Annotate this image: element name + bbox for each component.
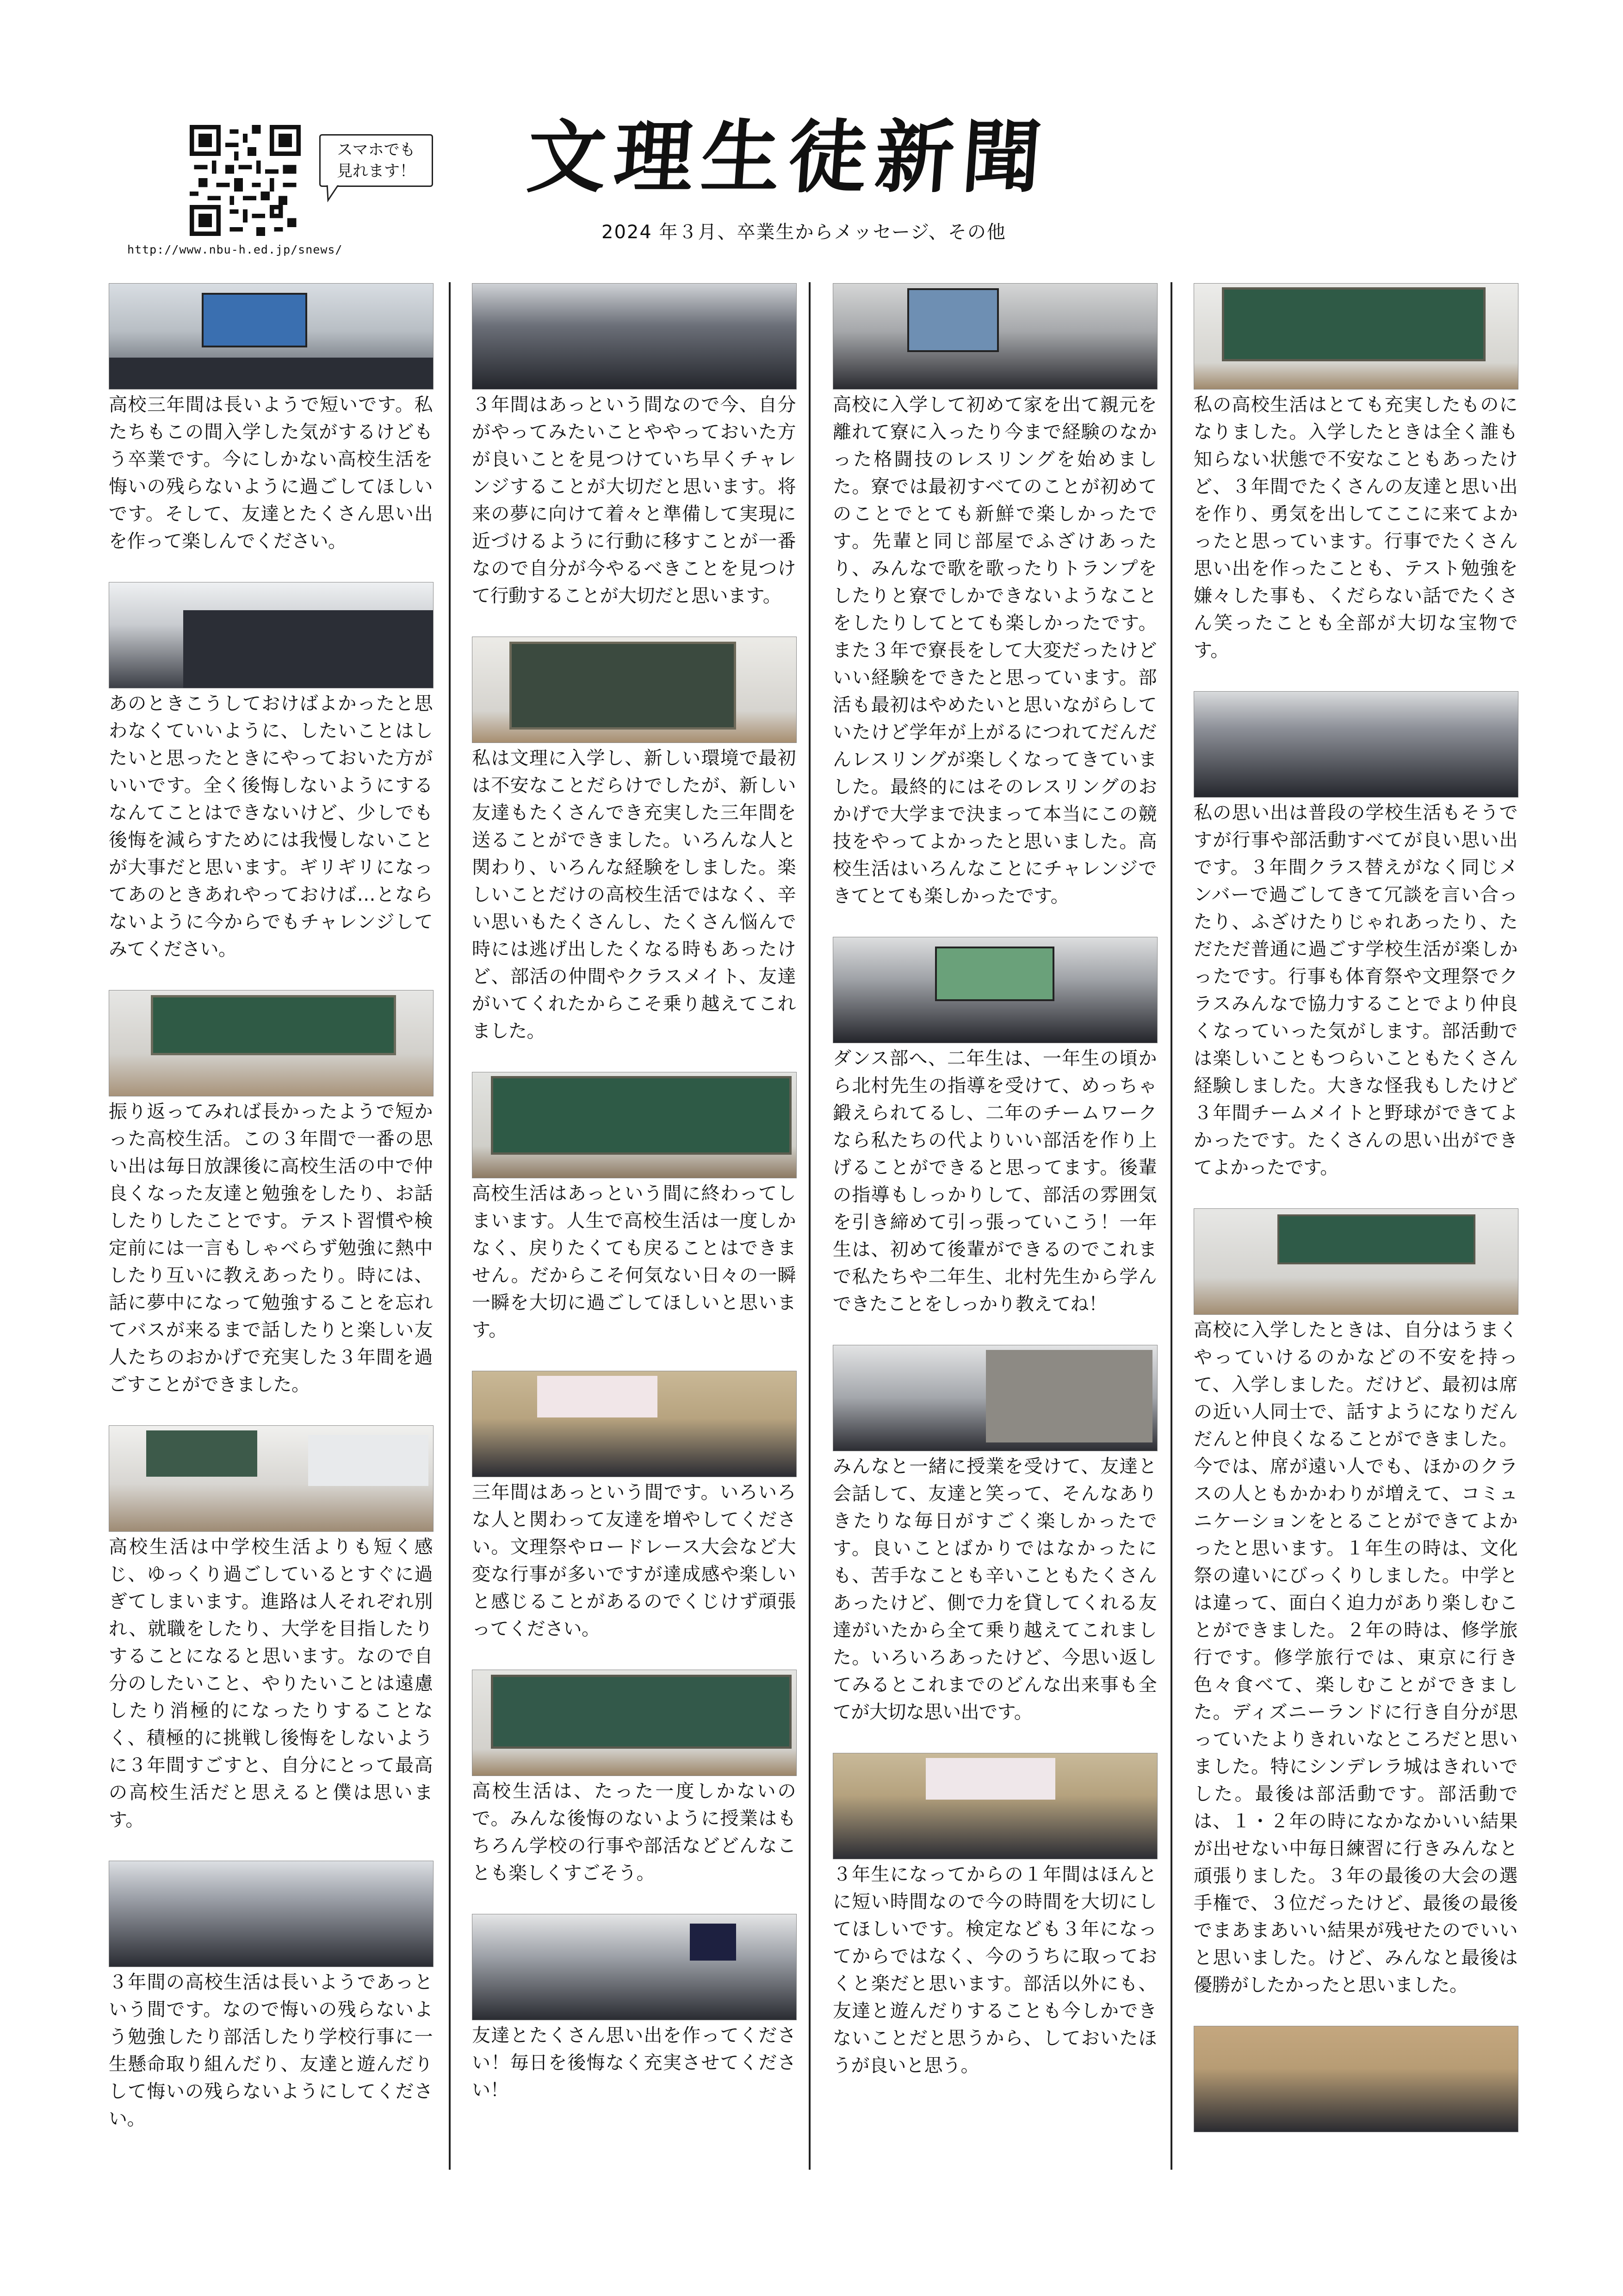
photo-empty-room xyxy=(1194,1208,1518,1315)
message-text: 高校三年間は長いようで短いです。私たちもこの間入学した気がするけどもう卒業です。今にしかない高校生活を悔いの残らないように過ごしてほしいです。そして、友達とたくさん思い出を作って楽しんでください。 xyxy=(109,394,433,552)
newspaper-title: 文理生徒新聞 xyxy=(524,111,1053,204)
message-text: ３年間の高校生活は長いようであっという間です。なので悔いの残らないよう勉強したり部活したり学校行事に一生懸命取り組んだり、友達と遊んだりして悔いの残らないようにしてください。 xyxy=(109,1972,433,2129)
message-item xyxy=(833,283,1157,910)
issue-subtitle: 2024 年３月、卒業生からメッセージ、その他 xyxy=(601,222,1006,243)
photo-graduation-board xyxy=(472,1072,797,1178)
message-item xyxy=(472,637,796,1045)
message-text: ダンス部へ、二年生は、一年生の頃から北村先生の指導を受けて、めっちゃ鍛えられてるし、二年のチームワークなら私たちの代よりいい部活を作り上げることができると思ってます。後輩の指導もしっかりして、部活の雰囲気を引き締めて引っ張っていこう！一年生は、初めて後輩ができるのでこれまで私たちや二年生、北村先生から学んできたことをしっかり教えてね！ xyxy=(833,1048,1157,1315)
message-text: 友達とたくさん思い出を作ってください！毎日を後悔なく充実させてください！ xyxy=(472,2025,796,2101)
photo-assembly-hall xyxy=(833,1753,1158,1859)
photo-message-board xyxy=(472,1670,797,1776)
message-text: 私は文理に入学し、新しい環境で最初は不安なことだらけでしたが、新しい友達もたくさんでき充実した三年間を送ることができました。いろんな人と関わり、いろんな経験をしました。楽しいことだけの高校生活ではなく、辛い思いもたくさんし、たくさん悩んで時には逃げ出したくなる時もあったけど、部活の仲間やクラスメイト、友達がいてくれたからこそ乗り越えてこれました。 xyxy=(472,748,796,1042)
photo-lecture-hall xyxy=(109,283,434,390)
message-item xyxy=(1194,2026,1518,2132)
message-item xyxy=(472,1670,796,1887)
message-text: 高校生活は中学校生活よりも短く感じ、ゆっくり過ごしているとすぐに過ぎてしまいます。進路は人それぞれ別れ、就職をしたり、大学を目指したりすることになると思います。なので自分のしたいこと、やりたいことは遠慮したり消極的になったりすることなく、積極的に挑戦し後悔をしないように３年間すごすと、自分にとって最高の高校生活だと思えると僕は思います。 xyxy=(109,1536,433,1831)
photo-class-group xyxy=(109,1861,434,1967)
bubble-line1: スマホでも xyxy=(337,141,415,159)
photo-ceremony-gym xyxy=(472,1371,797,1477)
photo-dance-club xyxy=(833,937,1158,1043)
message-text: 振り返ってみれば長かったようで短かった高校生活。この３年間で一番の思い出は毎日放課後に高校生活の中で仲良くなった友達と勉強をしたり、お話したりしたことです。テスト習慣や検定前には一言もしゃべらず勉強に熱中したり互いに教えあったり。時には、話に夢中になって勉強することを忘れてバスが来るまで話したりと楽しい友人たちのおかげで充実した３年間を過ごすことができました。 xyxy=(109,1101,433,1395)
photo-classroom-speech xyxy=(472,1914,797,2020)
message-text: 高校に入学して初めて家を出て親元を離れて寮に入ったり今まで経験のなかった格闘技のレスリングを始めました。寮では最初すべてのことが初めてのことでとても新鮮で楽しかったです。先輩と同じ部屋でふざけあったり、みんなで歌を歌ったりトランプをしたりと寮でしかできないようなことをしたりしてとても楽しかったです。また３年で寮長をして大変だったけどいい経験をできたと思っています。部活も最初はやめたいと思いながらしていたけど学年が上がるにつれてだんだんレスリングが楽しくなってきていました。最終的にはそのレスリングのおかげで大学まで決まって本当にこの競技をやってよかったと思いました。高校生活はいろんなことにチャレンジできてとても楽しかったです。 xyxy=(833,394,1157,907)
speech-bubble xyxy=(319,134,433,187)
bubble-tail-icon xyxy=(325,184,344,202)
photo-slideshow-room xyxy=(833,1345,1158,1451)
message-text: 三年間はあっという間です。いろいろな人と関わって友達を増やしてください。文理祭やロードレース大会など大変な行事が多いですが達成感や楽しいと感じることがあるのでくじけず頑張ってください。 xyxy=(472,1482,796,1640)
photo-students-seated xyxy=(472,283,797,390)
message-text: ３年生になってからの１年間はほんとに短い時間なので今の時間を大切にしてほしいです。検定なども３年になってからではなく、今のうちに取っておくと楽だと思います。部活以外にも、友達と遊んだりすることも今しかできないことだと思うから、しておいたほうが良いと思う。 xyxy=(833,1864,1157,2076)
message-item xyxy=(833,1345,1157,1726)
column-4 xyxy=(1194,283,1518,2132)
photo-empty-classroom xyxy=(109,1425,434,1532)
photo-chalkboard-classroom xyxy=(109,990,434,1096)
column-divider xyxy=(809,282,811,2170)
site-url[interactable]: http://www.nbu-h.ed.jp/snews/ xyxy=(127,243,343,256)
message-item xyxy=(109,283,433,555)
photo-photo-board xyxy=(472,637,797,743)
bubble-line2: 見れます！ xyxy=(337,162,415,180)
photo-stairs-group xyxy=(109,582,434,688)
column-divider xyxy=(1171,282,1172,2170)
message-item xyxy=(472,1371,796,1643)
message-item xyxy=(109,582,433,963)
message-item xyxy=(1194,283,1518,664)
message-item xyxy=(472,1072,796,1344)
message-item xyxy=(833,937,1157,1318)
message-text: 私の思い出は普段の学校生活もそうですが行事や部活動すべてが良い思い出です。３年間クラス替えがなく同じメンバーで過ごしてきて冗談を言い合ったり、ふざけたりじゃれあったり、ただただ普通に過ごす学校生活が楽しかったです。行事も体育祭や文理祭でクラスみんなで協力することでより仲良くなっていった気がします。部活動では楽しいこともつらいこともたくさん経験しました。大きな怪我もしたけど３年間チームメイトと野球ができてよかったです。たくさんの思い出ができてよかったです。 xyxy=(1194,802,1518,1178)
column-divider xyxy=(449,282,451,2170)
message-text: 高校に入学したときは、自分はうまくやっていけるのかなどの不安を持って、入学しました。だけど、最初は席の近い人同士で、話すようになりだんだんと仲良くなることができました。今では、席が遠い人でも、ほかのクラスの人ともかかわりが増えて、コミュニケーションをとることができてよかったと思います。１年生の時は、文化祭の違いにびっくりしました。中学とは違って、面白く迫力があり楽しむことができました。２年の時は、修学旅行です。修学旅行では、東京に行き色々食べて、楽しむことができました。ディズニーランドに行き自分が思っていたよりきれいなところだと思いました。特にシンデレラ城はきれいでした。最後は部活動です。部活動では、１・２年の時になかなかいい結果が出せない中毎日練習に行きみんなと頑張りました。３年の最後の大会の選手権で、３位だったけど、最後の最後でまあまあいい結果が残せたのでいいと思いました。けど、みんなと最後は優勝がしたかったと思いました。 xyxy=(1194,1319,1518,1996)
message-text: 私の高校生活はとても充実したものになりました。入学したときは全く誰も知らない状態で不安なこともあったけど、３年間でたくさんの友達と思い出を作り、勇気を出してここに来てよかったと思っています。行事でたくさん思い出を作ったことも、テスト勉強を嫌々した事も、くだらない話でたくさん笑ったことも全部が大切な宝物です。 xyxy=(1194,394,1518,661)
photo-class-seated xyxy=(1194,691,1518,798)
photo-gym-assembly xyxy=(1194,2026,1518,2132)
photo-screen-classroom xyxy=(833,283,1158,390)
column-1 xyxy=(109,283,433,2133)
qr-code xyxy=(190,125,301,236)
message-item xyxy=(1194,691,1518,1182)
message-text: あのときこうしておけばよかったと思わなくていいように、したいことはしたいと思ったときにやっておいた方がいいです。全く後悔しないようにするなんてことはできないけど、少しでも後悔を減らすためには我慢しないことが大事だと思います。ギリギリになってあのときあれやっておけば…とならないように今からでもチャレンジしてみてください。 xyxy=(109,693,433,960)
photo-decorated-board xyxy=(1194,283,1518,390)
column-2 xyxy=(472,283,796,2104)
message-text: 高校生活は、たった一度しかないので。みんな後悔のないように授業はもちろん学校の行事や部活などどんなことも楽しくすごそう。 xyxy=(472,1781,796,1884)
message-item xyxy=(109,1425,433,1834)
message-item xyxy=(1194,1208,1518,1999)
column-3 xyxy=(833,283,1157,2079)
message-item xyxy=(833,1753,1157,2079)
message-text: ３年間はあっという間なので今、自分がやってみたいことややっておいた方が良いことを見つけていち早くチャレンジすることが大切だと思います。将来の夢に向けて着々と準備して実現に近づけるように行動に移すことが一番なので自分が今やるべきことを見つけて行動することが大切だと思います。 xyxy=(472,394,796,606)
message-item xyxy=(472,283,796,610)
message-item xyxy=(472,1914,796,2104)
message-item xyxy=(109,1861,433,2133)
message-item xyxy=(109,990,433,1399)
message-text: 高校生活はあっという間に終わってしまいます。人生で高校生活は一度しかなく、戻りたくても戻ることはできません。だからこそ何気ない日々の一瞬一瞬を大切に過ごしてほしいと思います。 xyxy=(472,1183,796,1341)
message-text: みんなと一緒に授業を受けて、友達と会話して、友達と笑って、そんなありきたりな毎日がすごく楽しかったです。良いことばかりではなかったにも、苦手なことも辛いこともたくさんあったけど、側で力を貸してくれる友達がいたから全て乗り越えてこれました。いろいろあったけど、今思い返してみるとこれまでのどんな出来事も全てが大切な思い出です。 xyxy=(833,1456,1157,1723)
